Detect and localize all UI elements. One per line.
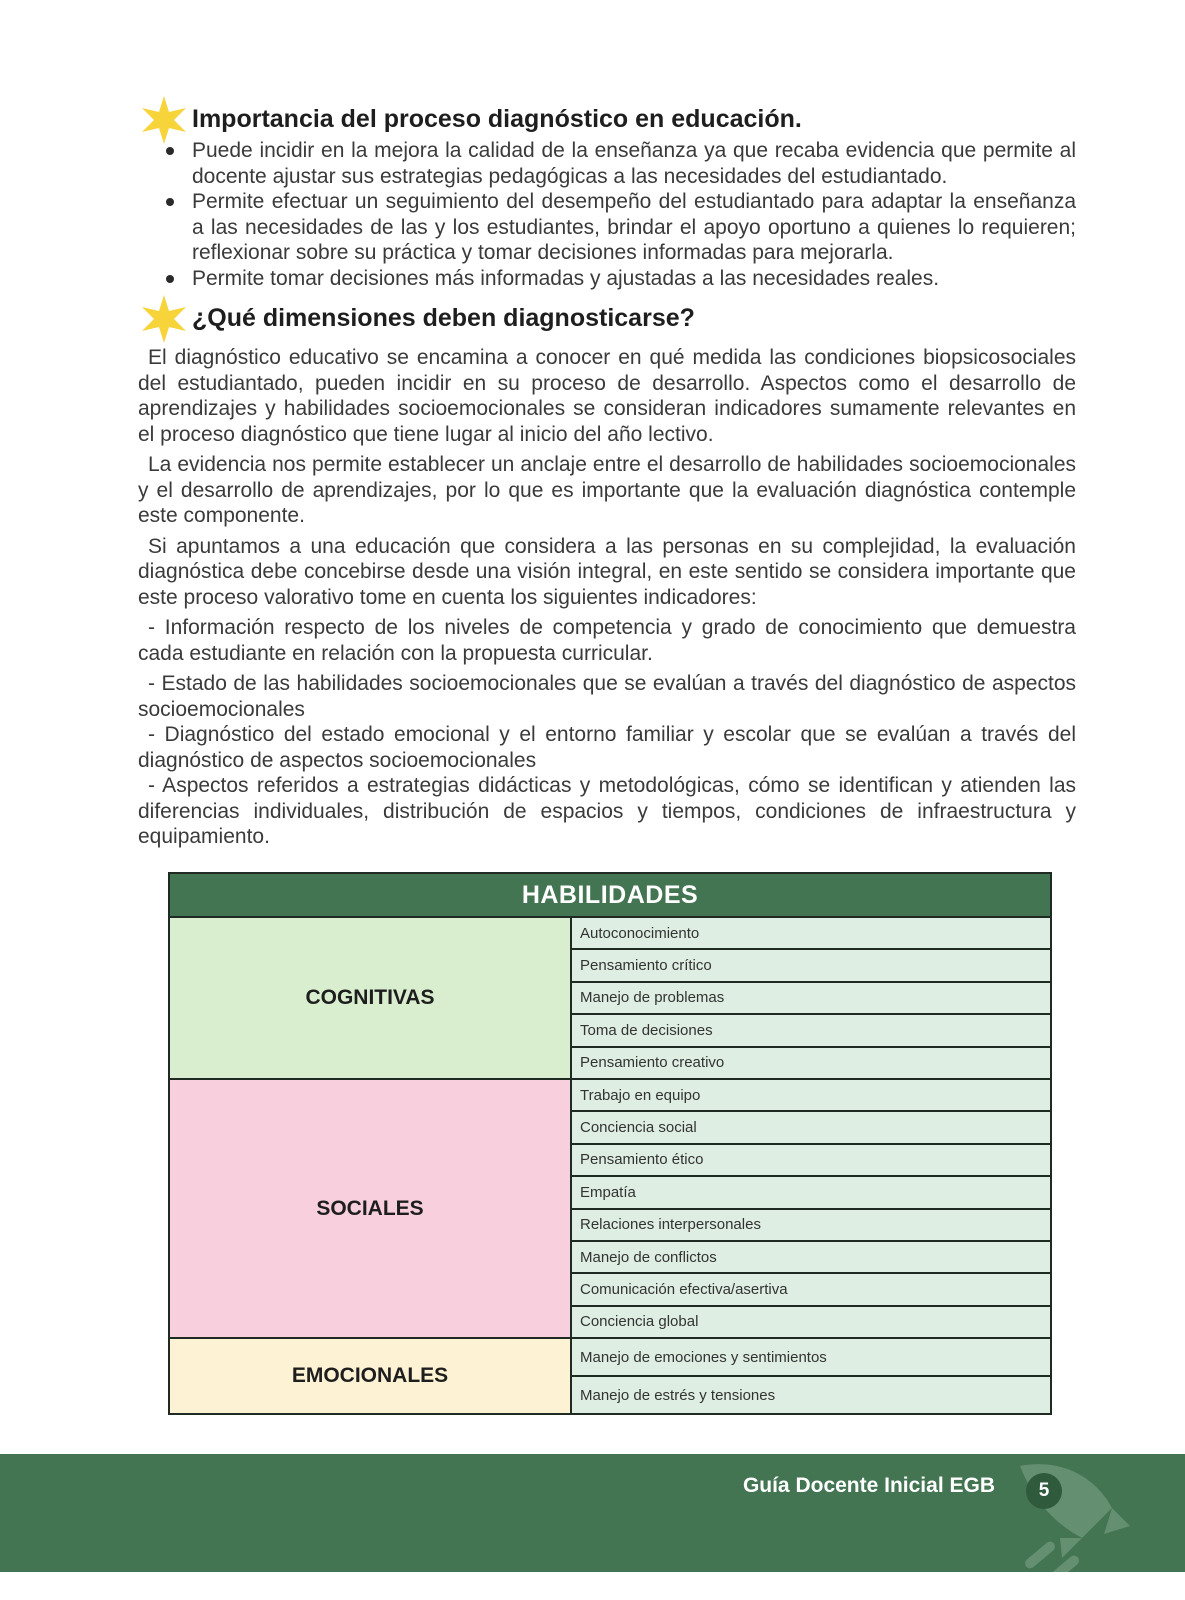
category-cognitivas: COGNITIVAS bbox=[169, 917, 571, 1079]
skill-cell: Manejo de estrés y tensiones bbox=[571, 1376, 1051, 1414]
table-header: HABILIDADES bbox=[169, 873, 1051, 917]
skill-cell: Pensamiento crítico bbox=[571, 949, 1051, 981]
skill-cell: Toma de decisiones bbox=[571, 1014, 1051, 1046]
importancia-list bbox=[192, 138, 1076, 291]
indicator-item: - Estado de las habilidades socioemocionales que se evalúan a través del diagnóstico de aspectos socioemocionales bbox=[138, 672, 1076, 721]
skill-cell: Pensamiento ético bbox=[571, 1144, 1051, 1176]
list-item: Permite efectuar un seguimiento del desempeño del estudiantado para adaptar la enseñanza a las necesidades de las y los estudiantes, brindar el apoyo oportuno a quienes lo requieren; reflexionar sobre su práctica y tomar decisiones informadas para mejorarla. bbox=[192, 190, 1076, 264]
skill-cell: Relaciones interpersonales bbox=[571, 1209, 1051, 1241]
footer bbox=[0, 1454, 1185, 1572]
heading-text: Importancia del proceso diagnóstico en educación. bbox=[192, 105, 802, 133]
section-heading-dimensiones bbox=[138, 299, 1076, 337]
table-row bbox=[169, 1338, 1051, 1376]
paragraph: Si apuntamos a una educación que considera a las personas en su complejidad, la evaluación diagnóstica debe concebirse desde una visión integral, en este sentido se considera importante que este proceso valorativo tome en cuenta los siguientes indicadores: bbox=[138, 534, 1076, 609]
table-row bbox=[169, 1079, 1051, 1111]
skill-cell: Manejo de emociones y sentimientos bbox=[571, 1338, 1051, 1376]
page-content bbox=[138, 100, 1076, 850]
indicator-item: - Información respecto de los niveles de competencia y grado de conocimiento que demuestra cada estudiante en relación con la propuesta curricular. bbox=[138, 616, 1076, 665]
skill-cell: Comunicación efectiva/asertiva bbox=[571, 1273, 1051, 1305]
list-item: Permite tomar decisiones más informadas y ajustadas a las necesidades reales. bbox=[192, 266, 1076, 292]
heading-text: ¿Qué dimensiones deben diagnosticarse? bbox=[192, 304, 695, 332]
rocket-icon bbox=[1000, 1454, 1150, 1572]
indicator-item: - Diagnóstico del estado emocional y el entorno familiar y escolar que se evalúan a través del diagnóstico de aspectos socioemocionales bbox=[138, 723, 1076, 772]
skill-cell: Manejo de problemas bbox=[571, 982, 1051, 1014]
paragraph: El diagnóstico educativo se encamina a conocer en qué medida las condiciones biopsicosociales del estudiantado, pueden incidir en su proceso de desarrollo. Aspectos como el desarrollo de aprendizajes y habilidades socioemocionales se consideran indicadores sumamente relevantes en el proceso diagnóstico que tiene lugar al inicio del año lectivo. bbox=[138, 346, 1076, 446]
list-item: Puede incidir en la mejora la calidad de la enseñanza ya que recaba evidencia que permite al docente ajustar sus estrategias pedagógicas a las necesidades del estudiantado. bbox=[192, 139, 1076, 188]
skill-cell: Pensamiento creativo bbox=[571, 1047, 1051, 1079]
category-emocionales: EMOCIONALES bbox=[169, 1338, 571, 1414]
skill-cell: Manejo de conflictos bbox=[571, 1241, 1051, 1273]
star-icon bbox=[138, 94, 190, 146]
section-heading-importancia bbox=[138, 100, 1076, 138]
footer-title: Guía Docente Inicial EGB bbox=[742, 1474, 995, 1497]
habilidades-table bbox=[168, 872, 1052, 1415]
page-number: 5 bbox=[1026, 1473, 1062, 1509]
skill-cell: Autoconocimiento bbox=[571, 917, 1051, 949]
skill-cell: Conciencia social bbox=[571, 1111, 1051, 1143]
skill-cell: Empatía bbox=[571, 1176, 1051, 1208]
skill-cell: Trabajo en equipo bbox=[571, 1079, 1051, 1111]
star-icon bbox=[138, 293, 190, 345]
table-row bbox=[169, 917, 1051, 949]
skill-cell: Conciencia global bbox=[571, 1306, 1051, 1338]
paragraph: La evidencia nos permite establecer un anclaje entre el desarrollo de habilidades socioemocionales y el desarrollo de aprendizajes, por lo que es importante que la evaluación diagnóstica contemple este componente. bbox=[138, 453, 1076, 527]
indicator-item: - Aspectos referidos a estrategias didácticas y metodológicas, cómo se identifican y atienden las diferencias individuales, distribución de espacios y tiempos, condiciones de infraestructura y equipamiento. bbox=[138, 774, 1076, 848]
category-sociales: SOCIALES bbox=[169, 1079, 571, 1338]
